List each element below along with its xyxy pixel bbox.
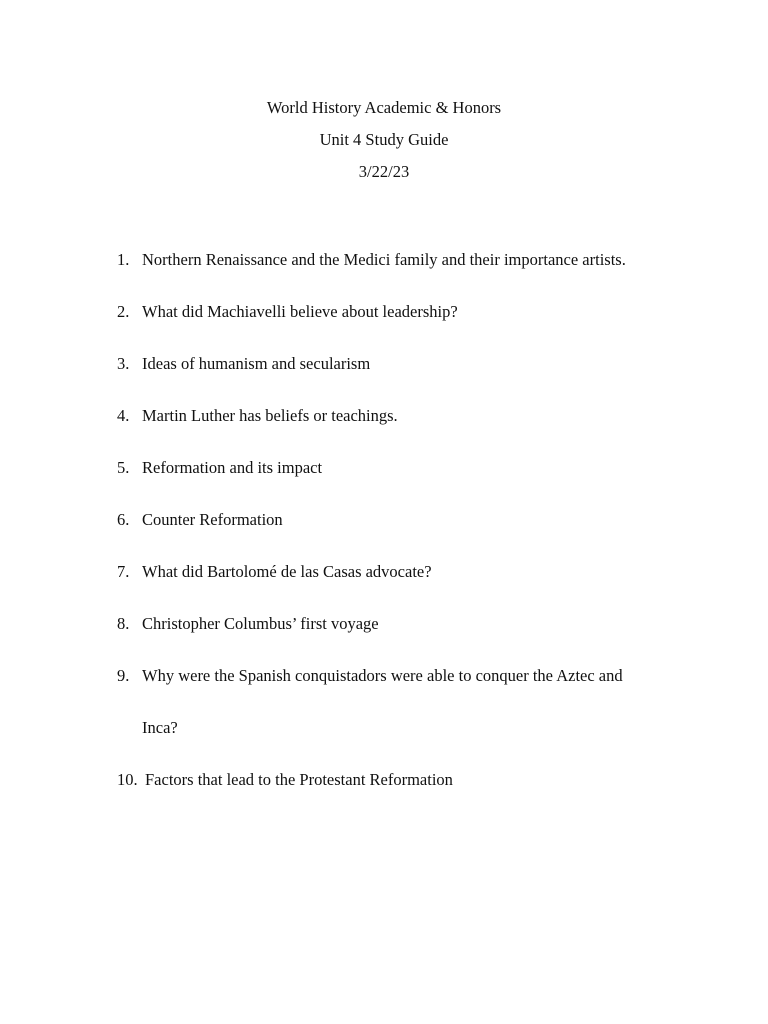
question-number: 7.	[117, 562, 130, 581]
question-text: Factors that lead to the Protestant Reformation	[145, 770, 453, 789]
course-title: World History Academic & Honors	[266, 98, 502, 117]
question-number: 2.	[117, 302, 130, 321]
question-text: Counter Reformation	[142, 510, 283, 529]
question-text: Northern Renaissance and the Medici family and their importance artists.	[142, 250, 626, 269]
question-number: 3.	[117, 354, 130, 373]
question-text: Why were the Spanish conquistadors were able to conquer the Aztec and	[142, 666, 623, 685]
question-text-continuation: Inca?	[142, 718, 178, 737]
question-number: 8.	[117, 614, 130, 633]
question-number: 5.	[117, 458, 130, 477]
question-text: Christopher Columbus’ first voyage	[142, 614, 379, 633]
question-text: What did Bartolomé de las Casas advocate?	[142, 562, 432, 581]
document-date: 3/22/23	[358, 162, 410, 181]
question-number: 6.	[117, 510, 130, 529]
question-number: 1.	[117, 250, 130, 269]
unit-title: Unit 4 Study Guide	[319, 130, 449, 149]
question-number: 4.	[117, 406, 130, 425]
question-number: 9.	[117, 666, 130, 685]
question-text: Martin Luther has beliefs or teachings.	[142, 406, 398, 425]
question-text: Reformation and its impact	[142, 458, 323, 477]
question-text: Ideas of humanism and secularism	[142, 354, 371, 373]
question-text: What did Machiavelli believe about leadership?	[142, 302, 458, 321]
question-number: 10.	[117, 770, 138, 789]
